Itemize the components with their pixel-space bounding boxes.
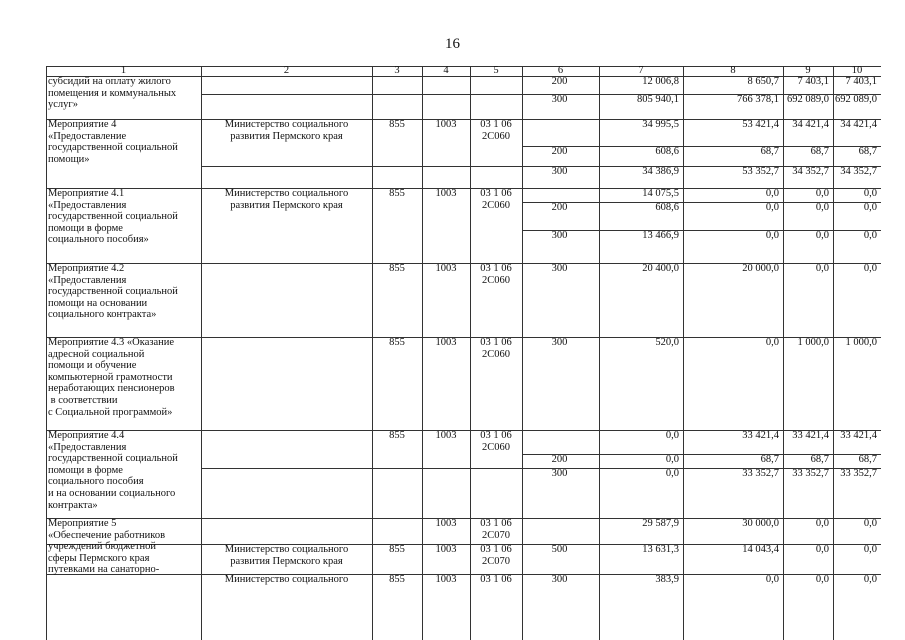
row-0-line-0-col-9: 7 403,1 bbox=[797, 76, 829, 87]
row-8-line-0-col-7: 383,9 bbox=[655, 574, 679, 585]
row-2-line-2-col-6: 300 bbox=[551, 230, 568, 241]
row-5-line-1-col-8: 68,7 bbox=[760, 454, 779, 465]
row-7-line-0-col-9: 0,0 bbox=[815, 544, 829, 555]
row-5-line-1-col-9: 68,7 bbox=[810, 454, 829, 465]
row-1-line-0-col-7: 34 995,5 bbox=[642, 119, 679, 130]
page-number: 16 bbox=[445, 36, 460, 52]
row-1-col-2: Министерство социального развития Пермского края bbox=[224, 119, 349, 142]
row-5-line-2-col-9: 33 352,7 bbox=[792, 468, 829, 479]
row-2-col-1: Мероприятие 4.1 «Предоставления государственной социальной помощи в форме социального пособия» bbox=[48, 188, 178, 246]
row-3-line-0-col-8: 20 000,0 bbox=[742, 263, 779, 274]
row-7-col-5: 03 1 06 2С070 bbox=[480, 544, 512, 567]
row-3-line-0-col-7: 20 400,0 bbox=[642, 263, 679, 274]
row-4-line-0-col-7: 520,0 bbox=[655, 337, 679, 348]
row-0-line-0-col-10: 7 403,1 bbox=[845, 76, 877, 87]
row-4-col-3: 855 bbox=[389, 337, 405, 348]
row-2-line-2-col-9: 0,0 bbox=[815, 230, 829, 241]
row-7-col-4: 1003 bbox=[435, 544, 457, 555]
row-0-line-1-col-6: 300 bbox=[551, 94, 568, 105]
row-4-col-4: 1003 bbox=[435, 337, 457, 348]
partial-border-a bbox=[201, 166, 523, 167]
row-8-line-0-col-6: 300 bbox=[551, 574, 568, 585]
row-3-col-4: 1003 bbox=[435, 263, 457, 274]
row-7-col-3: 855 bbox=[389, 544, 405, 555]
row-5-line-2-col-10: 33 352,7 bbox=[840, 468, 877, 479]
row-0-line-0-col-8: 8 650,7 bbox=[747, 76, 779, 87]
column-border-4 bbox=[470, 66, 471, 640]
column-header-3: 3 bbox=[394, 66, 400, 76]
row-4-line-0-col-6: 300 bbox=[551, 337, 568, 348]
row-2-col-2: Министерство социального развития Пермского края bbox=[224, 188, 349, 211]
row-1-col-5: 03 1 06 2С060 bbox=[480, 119, 512, 142]
row-2-col-4: 1003 bbox=[435, 188, 457, 199]
row-7-line-0-col-6: 500 bbox=[551, 544, 568, 555]
row-5-col-4: 1003 bbox=[435, 430, 457, 441]
row-6-line-0-col-8: 30 000,0 bbox=[742, 518, 779, 529]
row-2-line-0-col-10: 0,0 bbox=[863, 188, 877, 199]
column-header-8: 8 bbox=[730, 66, 736, 76]
row-5-line-2-col-7: 0,0 bbox=[665, 468, 679, 479]
row-2-col-5: 03 1 06 2С060 bbox=[480, 188, 512, 211]
row-2-line-1-col-9: 0,0 bbox=[815, 202, 829, 213]
row-6-col-4: 1003 bbox=[435, 518, 457, 529]
row-0-line-1-col-9: 692 089,0 bbox=[787, 94, 829, 105]
row-5-line-0-col-8: 33 421,4 bbox=[742, 430, 779, 441]
column-border-6 bbox=[599, 66, 600, 640]
row-1-line-1-col-8: 68,7 bbox=[760, 146, 779, 157]
column-border-8 bbox=[783, 66, 784, 640]
row-8-line-0-col-10: 0,0 bbox=[863, 574, 877, 585]
row-3-col-1: Мероприятие 4.2 «Предоставления государственной социальной помощи на основании социального контракта» bbox=[48, 263, 178, 321]
row-0-line-0-col-7: 12 006,8 bbox=[642, 76, 679, 87]
row-3-col-5: 03 1 06 2С060 bbox=[480, 263, 512, 286]
column-border-2 bbox=[372, 66, 373, 640]
row-5-line-1-col-6: 200 bbox=[551, 454, 568, 465]
column-border-7 bbox=[683, 66, 684, 640]
row-0-line-1-col-10: 692 089,0 bbox=[835, 94, 877, 105]
column-header-2: 2 bbox=[283, 66, 290, 76]
row-7-line-0-col-7: 13 631,3 bbox=[642, 544, 679, 555]
row-1-line-2-col-7: 34 386,9 bbox=[642, 166, 679, 177]
row-5-line-2-col-8: 33 352,7 bbox=[742, 468, 779, 479]
row-1-line-1-col-9: 68,7 bbox=[810, 146, 829, 157]
row-2-line-1-col-6: 200 bbox=[551, 202, 568, 213]
row-0-line-1-col-7: 805 940,1 bbox=[637, 94, 679, 105]
row-5-line-1-col-7: 0,0 bbox=[665, 454, 679, 465]
row-4-line-0-col-8: 0,0 bbox=[765, 337, 779, 348]
row-2-col-3: 855 bbox=[389, 188, 405, 199]
row-7-line-0-col-10: 0,0 bbox=[863, 544, 877, 555]
row-1-col-4: 1003 bbox=[435, 119, 457, 130]
row-8-col-3: 855 bbox=[389, 574, 405, 585]
column-border-5 bbox=[522, 66, 523, 640]
row-3-line-0-col-10: 0,0 bbox=[863, 263, 877, 274]
row-1-line-1-col-7: 608,6 bbox=[655, 146, 679, 157]
row-5-line-0-col-7: 0,0 bbox=[665, 430, 679, 441]
row-5-col-3: 855 bbox=[389, 430, 405, 441]
row-8-col-5: 03 1 06 bbox=[480, 574, 512, 585]
column-header-10: 10 bbox=[851, 66, 863, 76]
row-1-line-0-col-9: 34 421,4 bbox=[792, 119, 829, 130]
column-border-9 bbox=[833, 66, 834, 640]
row-6-line-0-col-10: 0,0 bbox=[863, 518, 877, 529]
row-2-line-0-col-9: 0,0 bbox=[815, 188, 829, 199]
column-header-1: 1 bbox=[120, 66, 127, 76]
row-1-line-2-col-10: 34 352,7 bbox=[840, 166, 877, 177]
column-header-9: 9 bbox=[805, 66, 811, 76]
row-6-line-0-col-9: 0,0 bbox=[815, 518, 829, 529]
partial-border-c bbox=[201, 94, 523, 95]
row-3-line-0-col-9: 0,0 bbox=[815, 263, 829, 274]
row-2-line-0-col-7: 14 075,5 bbox=[642, 188, 679, 199]
row-2-line-1-col-8: 0,0 bbox=[765, 202, 779, 213]
row-7-col-2: Министерство социального развития Пермского края bbox=[224, 544, 349, 567]
row-1-line-0-col-8: 53 421,4 bbox=[742, 119, 779, 130]
row-1-line-2-col-6: 300 bbox=[551, 166, 568, 177]
row-1-col-1: Мероприятие 4 «Предоставление государственной социальной помощи» bbox=[48, 119, 178, 165]
row-2-line-0-col-8: 0,0 bbox=[765, 188, 779, 199]
row-5-line-0-col-9: 33 421,4 bbox=[792, 430, 829, 441]
row-8-col-4: 1003 bbox=[435, 574, 457, 585]
row-5-col-1: Мероприятие 4.4 «Предоставления государственной социальной помощи в форме социального пособия и на основании социального контракта» bbox=[48, 430, 178, 511]
row-2-line-2-col-10: 0,0 bbox=[863, 230, 877, 241]
column-header-5: 5 bbox=[493, 66, 499, 76]
row-6-line-0-col-7: 29 587,9 bbox=[642, 518, 679, 529]
row-0-line-0-col-6: 200 bbox=[551, 76, 568, 87]
row-1-line-1-col-6: 200 bbox=[551, 146, 568, 157]
column-border-0 bbox=[46, 66, 47, 640]
row-8-col-2: Министерство социального bbox=[224, 574, 349, 585]
row-2-line-1-col-10: 0,0 bbox=[863, 202, 877, 213]
row-5-line-2-col-6: 300 bbox=[551, 468, 568, 479]
row-3-col-3: 855 bbox=[389, 263, 405, 274]
column-header-4: 4 bbox=[443, 66, 449, 76]
row-3-line-0-col-6: 300 bbox=[551, 263, 568, 274]
row-0-line-1-col-8: 766 378,1 bbox=[737, 94, 779, 105]
column-header-7: 7 bbox=[638, 66, 644, 76]
row-4-line-0-col-9: 1 000,0 bbox=[797, 337, 829, 348]
row-1-col-3: 855 bbox=[389, 119, 405, 130]
row-4-col-5: 03 1 06 2С060 bbox=[480, 337, 512, 360]
row-1-line-2-col-8: 53 352,7 bbox=[742, 166, 779, 177]
row-6-col-1: Мероприятие 5 «Обеспечение работников учреждений бюджетной сферы Пермского края путевками на санаторно- bbox=[48, 518, 166, 576]
budget-table bbox=[46, 66, 881, 640]
row-1-line-1-col-10: 68,7 bbox=[858, 146, 877, 157]
row-5-col-5: 03 1 06 2С060 bbox=[480, 430, 512, 453]
row-2-line-1-col-7: 608,6 bbox=[655, 202, 679, 213]
column-header-6: 6 bbox=[557, 66, 564, 76]
row-5-line-0-col-10: 33 421,4 bbox=[840, 430, 877, 441]
row-8-line-0-col-8: 0,0 bbox=[765, 574, 779, 585]
column-border-1 bbox=[201, 66, 202, 640]
row-1-line-0-col-10: 34 421,4 bbox=[840, 119, 877, 130]
row-0-col-1: субсидий на оплату жилого помещения и коммунальных услуг» bbox=[48, 76, 177, 111]
row-1-line-2-col-9: 34 352,7 bbox=[792, 166, 829, 177]
row-5-line-1-col-10: 68,7 bbox=[858, 454, 877, 465]
row-2-line-2-col-8: 0,0 bbox=[765, 230, 779, 241]
row-6-col-5: 03 1 06 2С070 bbox=[480, 518, 512, 541]
row-8-line-0-col-9: 0,0 bbox=[815, 574, 829, 585]
column-border-3 bbox=[422, 66, 423, 640]
partial-border-b bbox=[201, 468, 523, 469]
row-2-line-2-col-7: 13 466,9 bbox=[642, 230, 679, 241]
row-7-line-0-col-8: 14 043,4 bbox=[742, 544, 779, 555]
row-4-col-1: Мероприятие 4.3 «Оказание адресной социальной помощи и обучение компьютерной грамотности неработающих пенсионеров в соответствии с Социальной программой» bbox=[48, 337, 175, 418]
row-4-line-0-col-10: 1 000,0 bbox=[845, 337, 877, 348]
